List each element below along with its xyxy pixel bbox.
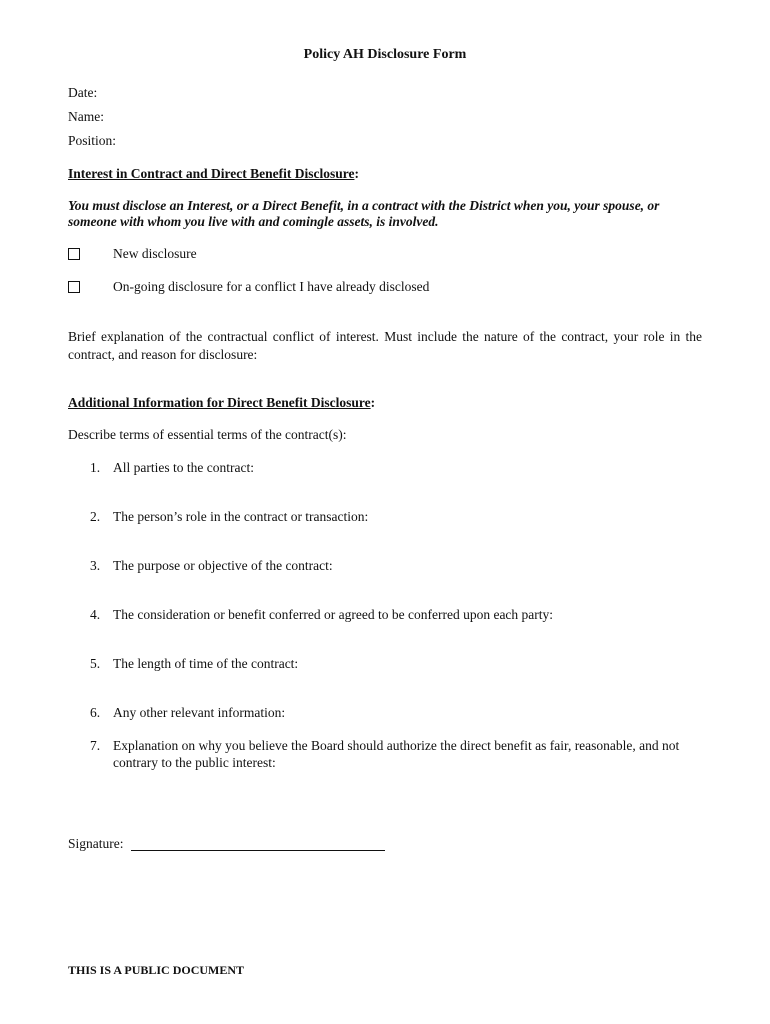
item-other: Any other relevant information: [113, 705, 286, 720]
signature-line[interactable] [131, 850, 385, 851]
ongoing-disclosure-checkbox[interactable] [68, 281, 80, 293]
ongoing-disclosure-label: On-going disclosure for a conflict I have already disclosed [113, 279, 430, 294]
item-number: 7. [90, 738, 101, 753]
position-label: Position: [68, 133, 117, 148]
item-role: The person’s role in the contract or transaction: [113, 509, 369, 524]
item-number: 4. [90, 607, 101, 622]
disclosure-notice: You must disclose an Interest, or a Direct Benefit, in a contract with the District when you, your spouse, or someone with whom you live with and comingle assets, is involved. [68, 198, 660, 229]
item-number: 6. [90, 705, 101, 720]
name-label: Name: [68, 109, 104, 124]
item-number: 3. [90, 558, 101, 573]
item-number: 1. [90, 460, 101, 475]
public-document-footer: THIS IS A PUBLIC DOCUMENT [68, 963, 245, 977]
new-disclosure-checkbox[interactable] [68, 248, 80, 260]
item-length: The length of time of the contract: [113, 656, 299, 671]
date-label: Date: [68, 85, 98, 100]
explanation-prompt: Brief explanation of the contractual conflict of interest. Must include the nature of the contract, your role in the contract, and reason for disclosure: [68, 329, 702, 362]
new-disclosure-label: New disclosure [113, 246, 197, 261]
item-purpose: The purpose or objective of the contract: [113, 558, 333, 573]
section2-heading: Additional Information for Direct Benefit Disclosure: [68, 395, 376, 410]
form-title: Policy AH Disclosure Form [303, 47, 467, 62]
item-consideration: The consideration or benefit conferred or agreed to be conferred upon each party: [113, 607, 554, 622]
item-parties: All parties to the contract: [113, 460, 254, 475]
terms-intro: Describe terms of essential terms of the contract(s): [68, 427, 347, 442]
item-explanation: Explanation on why you believe the Board should authorize the direct benefit as fair, reasonable, and not contrary to the public interest: [113, 738, 680, 770]
item-number: 5. [90, 656, 101, 671]
item-number: 2. [90, 509, 101, 524]
section1-heading: Interest in Contract and Direct Benefit Disclosure: [68, 166, 359, 181]
signature-label: Signature: [68, 836, 124, 851]
